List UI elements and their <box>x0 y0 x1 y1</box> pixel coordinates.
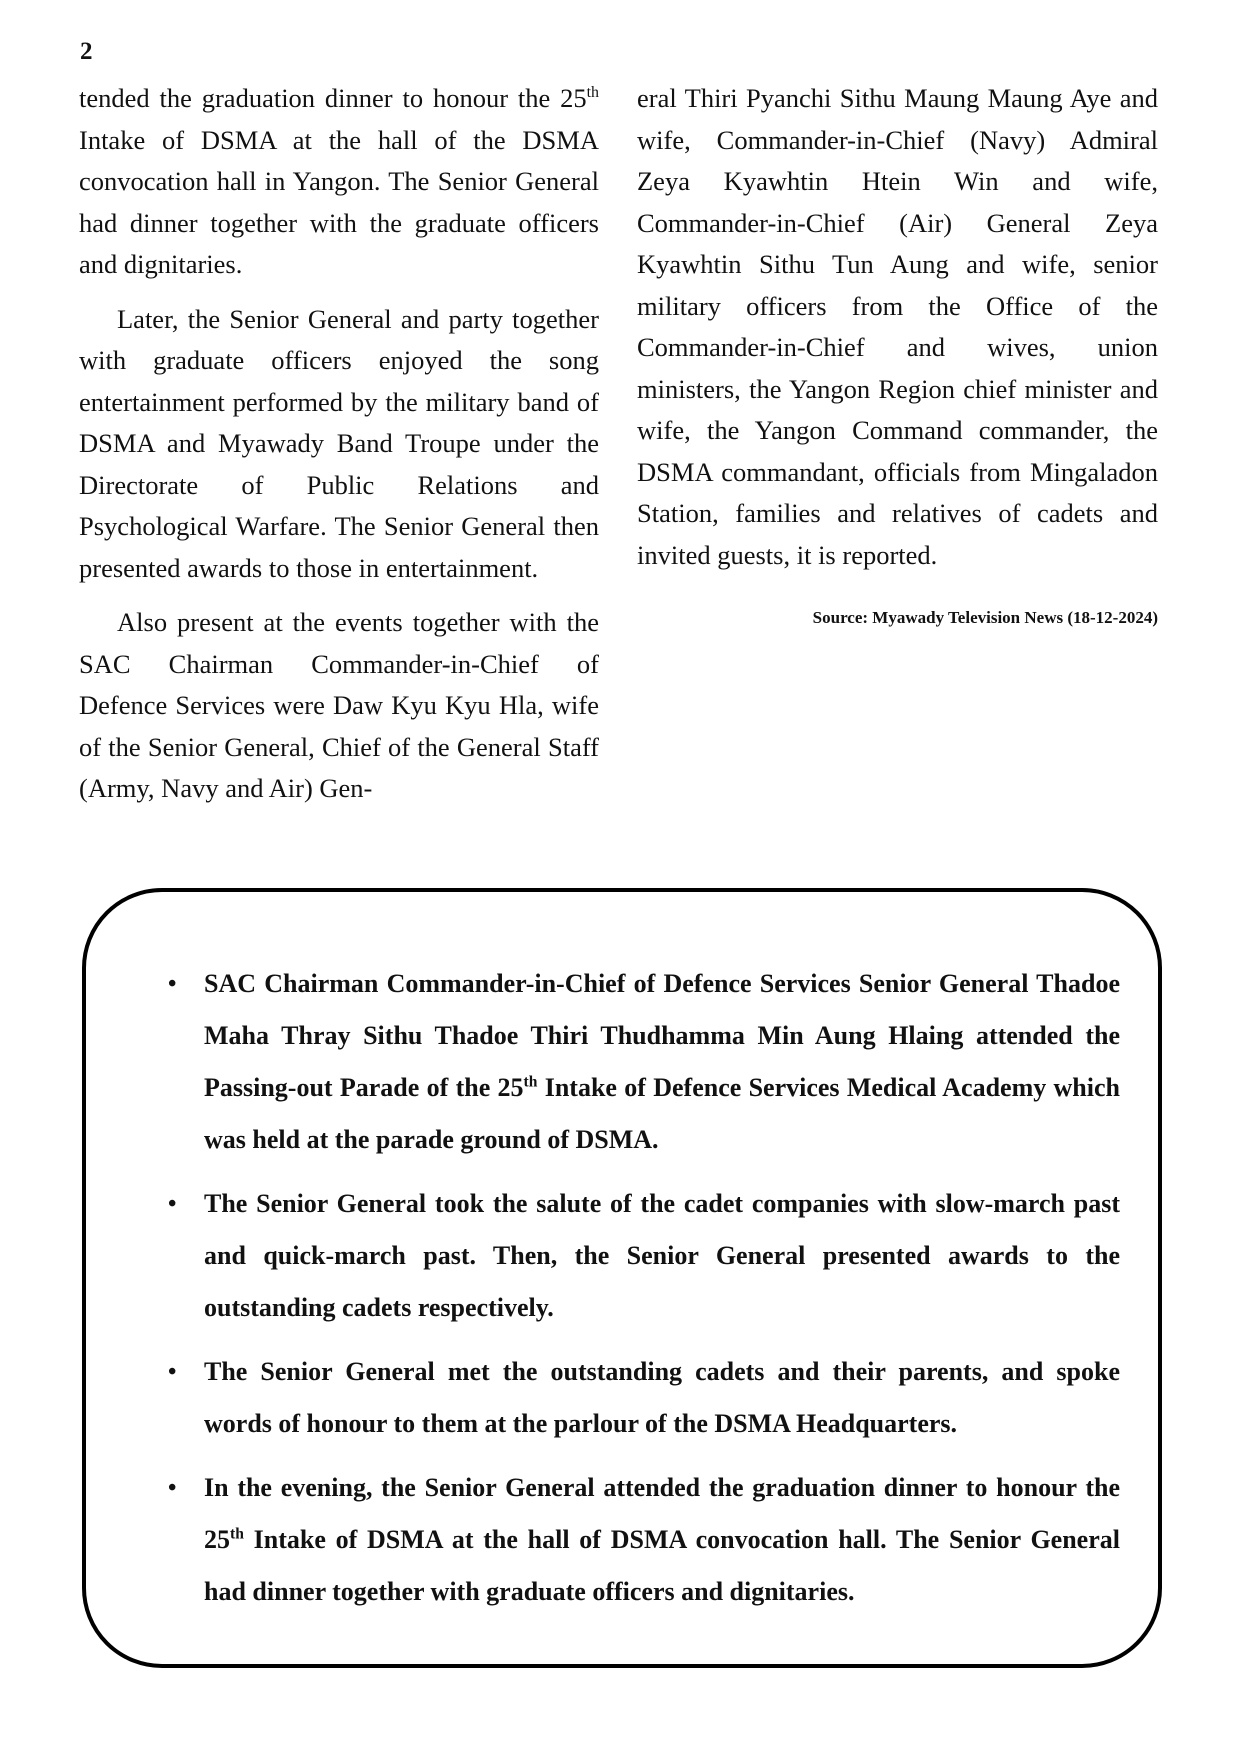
bullet-1-text-a: SAC Chairman Commander-in-Chief of Defence Services Senior General Thadoe Maha Thray Sithu Thadoe Thiri Thudhamma Min Aung Hlaing attended the Passing-out Parade of the 25 <box>204 969 1120 1102</box>
left-p1-text-a: tended the graduation dinner to honour the 25 <box>79 83 587 113</box>
bullet-4-text-b: Intake of DSMA at the hall of DSMA convocation hall. The Senior General had dinner together with graduate officers and dignitaries. <box>204 1525 1120 1606</box>
bullet-1-text-b: Intake of Defence Services Medical Academy which was held at the parade ground of DSMA. <box>204 1073 1120 1154</box>
ordinal-suffix: th <box>523 1073 538 1091</box>
bullet-icon: • <box>168 1191 177 1217</box>
bullet-icon: • <box>168 971 177 997</box>
right-column <box>637 78 1158 630</box>
ordinal-suffix: th <box>586 84 599 102</box>
left-paragraph-1 <box>79 78 599 286</box>
summary-list <box>126 958 1120 1630</box>
left-p1-text-b: Intake of DSMA at the hall of the DSMA convocation hall in Yangon. The Senior General had dinner together with the graduate officers and dignitaries. <box>79 124 599 279</box>
left-column <box>79 78 599 823</box>
bullet-icon: • <box>168 1475 177 1501</box>
summary-bullet-1 <box>126 958 1120 1166</box>
bullet-4-text-a: In the evening, the Senior General attended the graduation dinner to honour the 25 <box>204 1473 1120 1554</box>
summary-bullet-4 <box>126 1462 1120 1618</box>
summary-box <box>82 888 1162 1668</box>
bullet-icon: • <box>168 1359 177 1385</box>
ordinal-suffix: th <box>230 1525 244 1543</box>
left-paragraph-3: Also present at the events together with the SAC Chairman Commander-in-Chief of Defence Services were Daw Kyu Kyu Hla, wife of the Senior General, Chief of the General Staff (Army, Navy and Air) Gen- <box>79 607 599 803</box>
summary-bullet-3 <box>126 1346 1120 1450</box>
page-number: 2 <box>80 38 93 65</box>
bullet-3-text: The Senior General met the outstanding cadets and their parents, and spoke words of honour to them at the parlour of the DSMA Headquarters. <box>204 1357 1120 1438</box>
left-paragraph-2: Later, the Senior General and party together with graduate officers enjoyed the song entertainment performed by the military band of DSMA and Myawady Band Troupe under the Directorate of Public Relations and Psychological Warfare. The Senior General then presented awards to those in entertainment. <box>79 303 599 583</box>
summary-bullet-2 <box>126 1178 1120 1334</box>
source-credit: Source: Myawady Television News (18-12-2024) <box>812 608 1158 627</box>
bullet-2-text: The Senior General took the salute of the cadet companies with slow-march past and quick-march past. Then, the Senior General presented awards to the outstanding cadets respectively. <box>204 1189 1120 1322</box>
right-paragraph-1: eral Thiri Pyanchi Sithu Maung Maung Aye and wife, Commander-in-Chief (Navy) Admiral Zeya Kyawhtin Htein Win and wife, Commander-in-Chief (Air) General Zeya Kyawhtin Sithu Tun Aung and wife, senior military officers from the Office of the Commander-in-Chief and wives, union ministers, the Yangon Region chief minister and wife, the Yangon Command commander, the DSMA commandant, officials from Mingaladon Station, families and relatives of cadets and invited guests, it is reported. <box>637 83 1158 570</box>
